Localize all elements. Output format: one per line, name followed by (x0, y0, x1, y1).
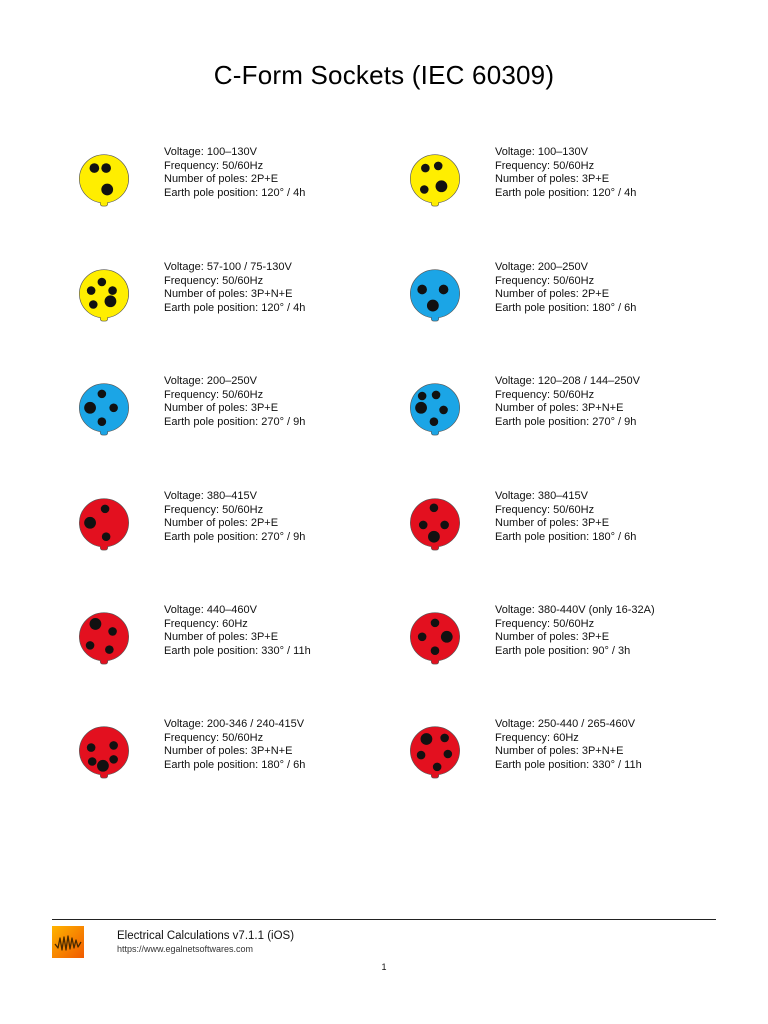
socket-key-seam (101, 772, 107, 775)
socket-face (405, 724, 465, 784)
pin (434, 162, 443, 171)
frequency-line: Frequency: 50/60Hz (495, 159, 595, 172)
socket-entry (74, 718, 414, 794)
frequency-line: Frequency: 50/60Hz (495, 617, 595, 630)
pin (419, 521, 428, 530)
pin (431, 619, 440, 628)
pin (105, 645, 114, 654)
pin (440, 521, 449, 530)
pin (109, 404, 118, 413)
pin (87, 286, 96, 295)
pin (418, 392, 427, 401)
socket-red-3p-e-11h-icon (74, 610, 134, 670)
socket-specs (164, 146, 305, 200)
socket-blue-2p-e-icon (405, 267, 465, 327)
pin (418, 633, 427, 642)
frequency-line: Frequency: 50/60Hz (495, 388, 595, 401)
voltage-line: Voltage: 250-440 / 265-460V (495, 718, 636, 730)
frequency-line: Frequency: 50/60Hz (164, 731, 264, 744)
socket-specs (164, 718, 305, 772)
voltage-line: Voltage: 380–415V (495, 490, 588, 502)
socket-entry (405, 375, 745, 451)
socket-specs (495, 490, 636, 544)
socket-specs (495, 261, 636, 315)
voltage-line: Voltage: 57-100 / 75-130V (164, 261, 292, 273)
socket-key-seam (432, 658, 438, 661)
pin (89, 300, 98, 309)
pin (444, 750, 453, 759)
poles-line: Number of poles: 3P+N+E (164, 288, 293, 300)
earth-position-line: Earth pole position: 330° / 11h (495, 758, 642, 771)
pin (109, 755, 118, 764)
poles-line: Number of poles: 3P+N+E (164, 745, 293, 757)
socket-face (74, 381, 134, 441)
socket-yellow-3p-e-icon (405, 152, 465, 212)
earth-pin (97, 760, 109, 772)
socket-yellow-2p-e-icon (74, 152, 134, 212)
pin (108, 286, 117, 295)
earth-pin (101, 184, 113, 196)
poles-line: Number of poles: 3P+E (495, 631, 610, 643)
earth-pin (90, 618, 102, 630)
socket-entry (74, 604, 414, 680)
socket-key-seam (101, 429, 107, 432)
earth-position-line: Earth pole position: 330° / 11h (164, 644, 311, 657)
voltage-line: Voltage: 440–460V (164, 604, 257, 616)
poles-line: Number of poles: 2P+E (164, 517, 279, 529)
pin (417, 751, 426, 760)
earth-position-line: Earth pole position: 120° / 4h (164, 301, 306, 314)
voltage-line: Voltage: 100–130V (164, 146, 257, 158)
poles-line: Number of poles: 3P+N+E (495, 402, 624, 414)
pin (109, 741, 118, 750)
socket-specs (164, 375, 305, 429)
voltage-line: Voltage: 200–250V (164, 375, 257, 387)
page-title: C-Form Sockets (IEC 60309) (213, 60, 555, 90)
pin (98, 390, 107, 399)
earth-position-line: Earth pole position: 120° / 4h (164, 186, 306, 199)
pin (439, 406, 448, 415)
pin (98, 278, 107, 287)
poles-line: Number of poles: 3P+E (495, 173, 610, 185)
socket-specs (164, 490, 305, 544)
socket-key-seam (432, 200, 438, 203)
page-number: 1 (381, 962, 387, 972)
socket-specs (495, 375, 640, 429)
pin (417, 285, 427, 295)
app-name: Electrical Calculations v7.1.1 (iOS) (117, 930, 295, 942)
socket-key-seam (101, 315, 107, 318)
earth-pin (421, 733, 433, 745)
pin (102, 532, 111, 541)
pin (98, 417, 107, 426)
socket-red-3p-n-e-11h-icon (405, 724, 465, 784)
frequency-line: Frequency: 60Hz (164, 617, 248, 630)
socket-key-seam (101, 544, 107, 547)
socket-face (74, 496, 134, 556)
frequency-line: Frequency: 50/60Hz (164, 388, 264, 401)
earth-position-line: Earth pole position: 270° / 9h (164, 530, 306, 543)
waveform-logo-icon (52, 926, 84, 958)
socket-blue-3p-n-e-icon (405, 381, 465, 441)
socket-key-seam (101, 200, 107, 203)
socket-face (405, 610, 465, 670)
socket-face (405, 152, 465, 212)
earth-pin (441, 631, 453, 643)
socket-entry (74, 261, 414, 337)
socket-face (74, 610, 134, 670)
earth-position-line: Earth pole position: 180° / 6h (495, 530, 637, 543)
socket-blue-3p-e-icon (74, 381, 134, 441)
socket-entry (405, 261, 745, 337)
frequency-line: Frequency: 50/60Hz (164, 274, 264, 287)
socket-face (405, 496, 465, 556)
socket-entry (405, 490, 745, 566)
pin (87, 743, 96, 752)
earth-position-line: Earth pole position: 270° / 9h (164, 415, 306, 428)
socket-red-3p-n-e-6h-icon (74, 724, 134, 784)
earth-position-line: Earth pole position: 90° / 3h (495, 644, 631, 657)
poles-line: Number of poles: 3P+E (164, 631, 279, 643)
voltage-line: Voltage: 120–208 / 144–250V (495, 375, 640, 387)
socket-face (74, 152, 134, 212)
socket-body (410, 155, 459, 203)
socket-body (79, 613, 128, 661)
socket-key-seam (101, 658, 107, 661)
socket-specs (495, 718, 642, 772)
pin (90, 163, 100, 173)
earth-position-line: Earth pole position: 180° / 6h (164, 758, 306, 771)
pin (439, 285, 449, 295)
socket-body (79, 270, 128, 318)
voltage-line: Voltage: 380-440V (only 16-32A) (495, 604, 655, 616)
socket-entry (405, 146, 745, 222)
earth-pin (427, 300, 439, 312)
socket-key-seam (432, 429, 438, 432)
voltage-line: Voltage: 380–415V (164, 490, 257, 502)
socket-entry (74, 146, 414, 222)
socket-specs (164, 604, 311, 658)
socket-specs (495, 146, 636, 200)
earth-pin (415, 402, 427, 414)
socket-key-seam (432, 315, 438, 318)
frequency-line: Frequency: 60Hz (495, 731, 579, 744)
frequency-line: Frequency: 50/60Hz (495, 503, 595, 516)
poles-line: Number of poles: 2P+E (495, 288, 610, 300)
frequency-line: Frequency: 50/60Hz (495, 274, 595, 287)
poles-line: Number of poles: 3P+E (495, 517, 610, 529)
pin (101, 505, 110, 514)
socket-red-2p-e-icon (74, 496, 134, 556)
pin (420, 185, 429, 194)
pin (433, 763, 442, 772)
socket-entry (74, 375, 414, 451)
pin (430, 504, 439, 513)
earth-position-line: Earth pole position: 120° / 4h (495, 186, 637, 199)
socket-key-seam (432, 544, 438, 547)
socket-entry (405, 718, 745, 794)
socket-face (74, 267, 134, 327)
pin (88, 757, 97, 766)
pin (101, 163, 111, 173)
socket-red-3p-e-icon (405, 496, 465, 556)
socket-entry (405, 604, 745, 680)
pin (431, 646, 440, 655)
pin (421, 164, 430, 173)
socket-face (405, 381, 465, 441)
earth-pin (436, 180, 448, 192)
poles-line: Number of poles: 3P+E (164, 402, 279, 414)
earth-pin (105, 295, 117, 307)
socket-entry (74, 490, 414, 566)
voltage-line: Voltage: 100–130V (495, 146, 588, 158)
socket-face (74, 724, 134, 784)
frequency-line: Frequency: 50/60Hz (164, 503, 264, 516)
pin (430, 417, 439, 426)
socket-face (405, 267, 465, 327)
pin (108, 627, 117, 636)
socket-yellow-3p-n-e-icon (74, 267, 134, 327)
socket-key-seam (432, 772, 438, 775)
poles-line: Number of poles: 3P+N+E (495, 745, 624, 757)
pin (86, 641, 95, 650)
pin (432, 391, 441, 400)
poles-line: Number of poles: 2P+E (164, 173, 279, 185)
socket-specs (164, 261, 305, 315)
socket-red-3p-e-3h-icon (405, 610, 465, 670)
earth-pin (428, 531, 440, 543)
earth-pin (84, 517, 96, 529)
app-url: https://www.egalnetsoftwares.com (117, 944, 254, 954)
footer-divider (52, 919, 716, 920)
socket-specs (495, 604, 655, 658)
frequency-line: Frequency: 50/60Hz (164, 159, 264, 172)
earth-position-line: Earth pole position: 270° / 9h (495, 415, 637, 428)
voltage-line: Voltage: 200-346 / 240-415V (164, 718, 305, 730)
socket-body (79, 155, 128, 203)
earth-pin (84, 402, 96, 414)
voltage-line: Voltage: 200–250V (495, 261, 588, 273)
pin (440, 734, 449, 743)
earth-position-line: Earth pole position: 180° / 6h (495, 301, 637, 314)
